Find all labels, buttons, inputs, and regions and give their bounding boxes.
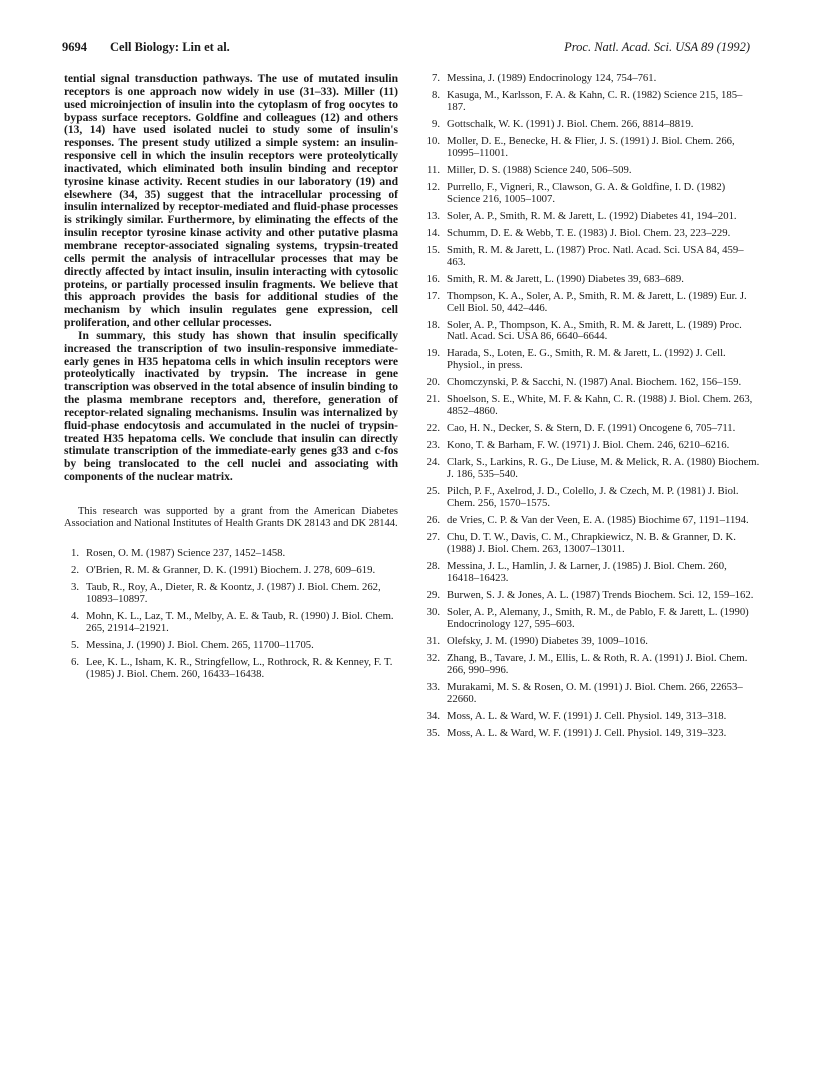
reference-item <box>424 515 760 527</box>
reference-text: Smith, R. M. & Jarett, L. (1987) Proc. Natl. Acad. Sci. USA 84, 459–463. <box>447 243 744 268</box>
reference-text: Chomczynski, P. & Sacchi, N. (1987) Anal. Biochem. 162, 156–159. <box>447 376 742 389</box>
reference-item <box>64 640 398 652</box>
reference-item <box>424 348 760 372</box>
reference-text: Messina, J. (1990) J. Biol. Chem. 265, 11700–11705. <box>86 638 314 651</box>
reference-text: Messina, J. (1989) Endocrinology 124, 754–761. <box>447 72 657 84</box>
reference-number: 29. <box>426 588 440 601</box>
page-number: 9694 <box>62 40 87 54</box>
reference-text: Miller, D. S. (1988) Science 240, 506–509. <box>447 163 632 176</box>
reference-list-left <box>64 548 398 681</box>
body-text <box>64 73 398 484</box>
reference-number: 22. <box>426 422 440 435</box>
reference-item <box>64 657 398 681</box>
reference-item <box>424 711 760 723</box>
reference-text: Kasuga, M., Karlsson, F. A. & Kahn, C. R. (1982) Science 215, 185–187. <box>447 89 743 113</box>
reference-item <box>424 90 760 114</box>
reference-item <box>424 274 760 286</box>
journal-citation: Proc. Natl. Acad. Sci. USA 89 (1992) <box>564 40 750 54</box>
reference-number: 25. <box>426 485 440 498</box>
reference-number: 17. <box>426 289 440 302</box>
reference-number: 4. <box>70 609 79 622</box>
reference-number: 6. <box>70 655 79 668</box>
reference-number: 23. <box>426 439 440 452</box>
reference-number: 3. <box>70 581 79 593</box>
reference-item <box>424 73 760 85</box>
reference-text: de Vries, C. P. & Van der Veen, E. A. (1985) Biochime 67, 1191–1194. <box>447 514 749 527</box>
reference-text: Moss, A. L. & Ward, W. F. (1991) J. Cell. Physiol. 149, 313–318. <box>447 709 727 722</box>
reference-number: 35. <box>426 726 440 739</box>
reference-text: Olefsky, J. M. (1990) Diabetes 39, 1009–1016. <box>447 634 648 647</box>
reference-text: Harada, S., Loten, E. G., Smith, R. M. & Jarett, L. (1992) J. Cell. Physiol., in press. <box>447 347 726 372</box>
reference-text: Schumm, D. E. & Webb, T. E. (1983) J. Biol. Chem. 23, 223–229. <box>447 226 731 239</box>
reference-item <box>424 119 760 131</box>
reference-text: Smith, R. M. & Jarett, L. (1990) Diabetes 39, 683–689. <box>447 272 684 285</box>
reference-item <box>424 636 760 648</box>
reference-number: 21. <box>426 393 440 406</box>
reference-text: Gottschalk, W. K. (1991) J. Biol. Chem. 266, 8814–8819. <box>447 117 694 130</box>
reference-item <box>64 548 398 560</box>
reference-number: 28. <box>426 559 440 572</box>
body-paragraph: tential signal transduction pathways. The use of mutated insulin receptors is one approach now widely in use (31–33). Miller (11) used microinjection of insulin into the cytoplasm of frog oocytes to bypass surface receptors. Goldfine and colleagues (12) and others (13, 14) have used isolated nuclei to study some of insulin's responses. The present study utilized a simple system: an insulin-responsive cell in which the insulin receptors were proteolytically inactivated, which eliminated both insulin binding and receptor tyrosine kinase activity. Recent studies in our laboratory (19) and elsewhere (34, 35) suggest that the intracellular processing of insulin internalized by receptor-mediated and fluid-phase processes is strikingly similar. Furthermore, by eliminating the effects of the insulin receptor tyrosine kinase activity and other putative plasma membrane receptor-associated signaling systems, trypsin-treated cells permit the analysis of intracellular processes that may be directly affected by intact insulin, insulin interacting with cytosolic proteins, or partially processed insulin fragments. We believe that this approach provides the basis for additional studies of the mechanism by which insulin regulates gene expression, cell proliferation, and other cellular processes. <box>64 73 398 330</box>
acknowledgment: This research was supported by a grant from the American Diabetes Association and National Institutes of Health Grants DK 28143 and DK 28144. <box>64 506 398 529</box>
reference-item <box>424 561 760 585</box>
reference-number: 12. <box>426 180 440 193</box>
right-column <box>424 73 760 745</box>
reference-number: 13. <box>426 209 440 222</box>
reference-text: Soler, A. P., Thompson, K. A., Smith, R. M. & Jarett, L. (1989) Proc. Natl. Acad. Sci. USA 86, 6640–6644. <box>447 318 742 343</box>
reference-text: Kono, T. & Barham, F. W. (1971) J. Biol. Chem. 246, 6210–6216. <box>447 439 730 452</box>
reference-item <box>424 228 760 240</box>
reference-number: 1. <box>70 547 79 559</box>
reference-text: Burwen, S. J. & Jones, A. L. (1987) Trends Biochem. Sci. 12, 159–162. <box>447 588 754 601</box>
reference-number: 15. <box>426 243 440 256</box>
reference-item <box>424 211 760 223</box>
reference-text: Zhang, B., Tavare, J. M., Ellis, L. & Roth, R. A. (1991) J. Biol. Chem. 266, 990–996. <box>447 651 748 676</box>
reference-text: Purrello, F., Vigneri, R., Clawson, G. A. & Goldfine, I. D. (1982) Science 216, 1005–1007. <box>447 180 726 205</box>
reference-item <box>64 582 398 606</box>
reference-text: Soler, A. P., Alemany, J., Smith, R. M., de Pablo, F. & Jarett, L. (1990) Endocrinology 127, 595–603. <box>447 605 749 630</box>
reference-text: Soler, A. P., Smith, R. M. & Jarett, L. (1992) Diabetes 41, 194–201. <box>447 209 737 222</box>
reference-number: 34. <box>426 709 440 722</box>
reference-text: Chu, D. T. W., Davis, C. M., Chrapkiewicz, N. B. & Granner, D. K. (1988) J. Biol. Chem. 263, 13007–13011. <box>447 531 736 555</box>
reference-item <box>64 565 398 577</box>
reference-item <box>424 457 760 481</box>
reference-item <box>424 291 760 315</box>
page-header <box>62 40 750 58</box>
reference-text: Clark, S., Larkins, R. G., De Liuse, M. & Melick, R. A. (1980) Biochem. J. 186, 535–540. <box>447 456 760 481</box>
reference-item <box>424 182 760 206</box>
reference-text: Pilch, P. F., Axelrod, J. D., Colello, J. & Czech, M. P. (1981) J. Biol. Chem. 256, 1570–1575. <box>447 485 739 510</box>
reference-text: Messina, J. L., Hamlin, J. & Larner, J. (1985) J. Biol. Chem. 260, 16418–16423. <box>447 559 727 584</box>
reference-item <box>424 245 760 269</box>
reference-text: Rosen, O. M. (1987) Science 237, 1452–1458. <box>86 547 286 559</box>
reference-item <box>424 440 760 452</box>
reference-text: Moller, D. E., Benecke, H. & Flier, J. S. (1991) J. Biol. Chem. 266, 10995–11001. <box>447 134 735 159</box>
reference-text: Murakami, M. S. & Rosen, O. M. (1991) J. Biol. Chem. 266, 22653–22660. <box>447 680 743 705</box>
running-title: Cell Biology: Lin et al. <box>110 40 230 54</box>
reference-text: Shoelson, S. E., White, M. F. & Kahn, C. R. (1988) J. Biol. Chem. 263, 4852–4860. <box>447 393 753 418</box>
reference-number: 19. <box>426 347 440 360</box>
reference-text: Moss, A. L. & Ward, W. F. (1991) J. Cell. Physiol. 149, 319–323. <box>447 726 727 739</box>
reference-item <box>424 607 760 631</box>
reference-item <box>424 486 760 510</box>
reference-item <box>424 320 760 344</box>
summary-paragraph: In summary, this study has shown that insulin specifically increased the transcription of two insulin-responsive immediate-early genes in H35 hepatoma cells in which insulin receptors were proteolytically inactivated by trypsin. The increase in gene transcription was observed in the total absence of insulin binding to the plasma membrane receptors and, therefore, generation of receptor-related signaling mechanisms. Insulin was internalized by fluid-phase endocytosis and accumulated in the nuclei of trypsin-treated H35 hepatoma cells. We conclude that insulin can directly stimulate transcription of the immediate-early genes g33 and c-fos by being translocated to the cell nuclei and associating with components of the nuclear matrix. <box>64 329 398 484</box>
reference-number: 5. <box>70 638 79 651</box>
reference-text: Thompson, K. A., Soler, A. P., Smith, R. M. & Jarett, L. (1989) Eur. J. Cell Biol. 50, 442–446. <box>447 289 747 314</box>
reference-item <box>424 394 760 418</box>
left-column <box>64 73 398 686</box>
reference-text: Cao, H. N., Decker, S. & Stern, D. F. (1991) Oncogene 6, 705–711. <box>447 422 736 435</box>
reference-item <box>424 423 760 435</box>
reference-number: 30. <box>426 605 440 618</box>
reference-item <box>64 611 398 635</box>
reference-list-right <box>424 73 760 740</box>
reference-item <box>424 377 760 389</box>
reference-number: 11. <box>427 163 440 176</box>
reference-item <box>424 728 760 740</box>
reference-item <box>424 590 760 602</box>
reference-number: 14. <box>426 226 440 239</box>
reference-item <box>424 165 760 177</box>
reference-item <box>424 653 760 677</box>
reference-text: Lee, K. L., Isham, K. R., Stringfellow, L., Rothrock, R. & Kenney, F. T. (1985) J. Biol. Chem. 260, 16433–16438. <box>86 655 393 680</box>
reference-item <box>424 136 760 160</box>
reference-number: 20. <box>426 376 440 389</box>
reference-number: 10. <box>426 134 440 147</box>
reference-number: 31. <box>426 634 440 647</box>
reference-number: 18. <box>426 318 440 331</box>
reference-number: 27. <box>426 531 440 544</box>
reference-item <box>424 532 760 556</box>
reference-text: Taub, R., Roy, A., Dieter, R. & Koontz, J. (1987) J. Biol. Chem. 262, 10893–10897. <box>86 581 381 605</box>
reference-number: 8. <box>431 89 440 101</box>
reference-text: Mohn, K. L., Laz, T. M., Melby, A. E. & Taub, R. (1990) J. Biol. Chem. 265, 21914–21921. <box>86 609 394 634</box>
reference-item <box>424 682 760 706</box>
reference-number: 9. <box>431 117 440 130</box>
reference-text: O'Brien, R. M. & Granner, D. K. (1991) Biochem. J. 278, 609–619. <box>86 564 376 576</box>
reference-number: 33. <box>426 680 440 693</box>
reference-number: 24. <box>426 456 440 469</box>
reference-number: 32. <box>426 651 440 664</box>
reference-number: 7. <box>431 72 440 84</box>
reference-number: 16. <box>426 272 440 285</box>
reference-number: 2. <box>70 564 79 576</box>
reference-number: 26. <box>426 514 440 527</box>
